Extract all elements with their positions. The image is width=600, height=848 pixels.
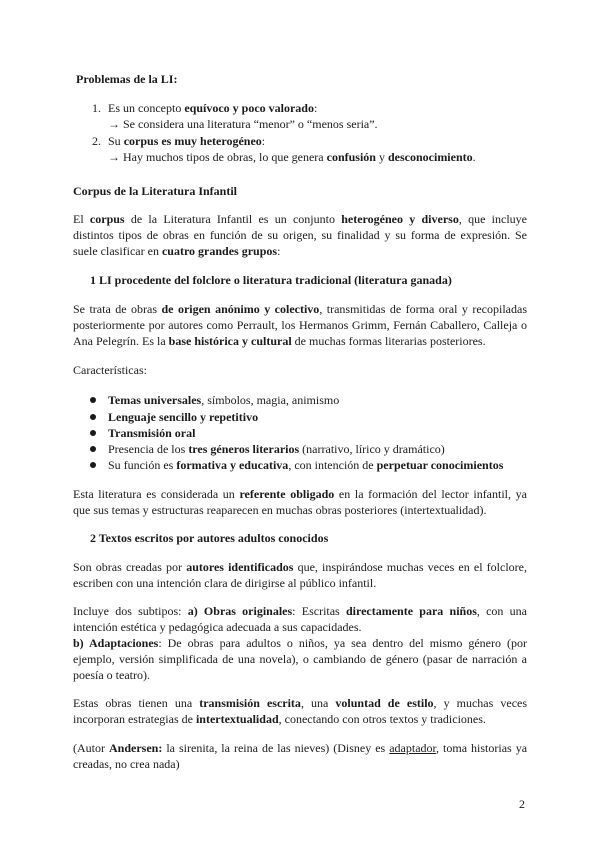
section-2-paragraph-1-line-1: Son obras creadas por autores identificados que, inspirándose muchas veces en el folclore,	[73, 560, 527, 574]
section-2-paragraph-2-line-2: intención estética y pedagógica adecuada a sus capacidades.	[73, 620, 362, 634]
problemas-item-1-sub: → Se considera una literatura “menor” o “menos seria”.	[108, 117, 378, 131]
problemas-heading: Problemas de la LI:	[76, 72, 178, 86]
section-2-paragraph-3-line-2: incorporan estrategias de intertextualidad, conectando con otros textos y tradiciones.	[73, 712, 486, 726]
section-1-paragraph-2-line-1: Esta literatura es considerada un referente obligado en la formación del lector infantil, ya	[73, 487, 527, 501]
section-1-heading: 1 LI procedente del folclore o literatura tradicional (literatura ganada)	[90, 273, 452, 287]
corpus-paragraph-line-1: El corpus de la Literatura Infantil es un conjunto heterogéneo y diverso, que incluye	[73, 212, 527, 226]
section-1-paragraph-line-1: Se trata de obras de origen anónimo y colectivo, transmitidas de forma oral y recopiladas	[73, 302, 528, 316]
problemas-item-2: Su corpus es muy heterogéneo:	[108, 134, 266, 148]
problemas-item-1-num: 1.	[92, 101, 101, 115]
section-1-paragraph-2-line-2: que sus temas y estructuras reaparecen en muchas obras posteriores (intertextualidad).	[73, 503, 487, 517]
bullet-dot-icon	[90, 446, 96, 452]
page-number: 2	[519, 797, 525, 811]
section-2-paragraph-2-line-4: ejemplo, versión simplificada de una novela), o cambiando de género (pasar de narración a	[73, 652, 527, 666]
section-2-paragraph-4-line-1: (Autor Andersen: la sirenita, la reina de las nieves) (Disney es adaptador, toma historias ya	[73, 741, 528, 755]
bullet-item-4: Presencia de los tres géneros literarios (narrativo, lírico y dramático)	[108, 442, 445, 456]
corpus-heading: Corpus de la Literatura Infantil	[73, 184, 238, 198]
bullet-item-5: Su función es formativa y educativa, con intención de perpetuar conocimientos	[108, 458, 504, 472]
section-1-paragraph-line-2: posteriormente por autores como Perrault, los Hermanos Grimm, Fernán Caballero, Calleja o	[73, 318, 527, 332]
caracteristicas-label: Características:	[73, 363, 147, 377]
section-2-paragraph-2-line-1: Incluye dos subtipos: a) Obras originales: Escritas directamente para niños, con una	[73, 604, 527, 618]
bullet-dot-icon	[90, 462, 96, 468]
problemas-item-2-num: 2.	[92, 134, 101, 148]
problemas-item-2-sub: → Hay muchos tipos de obras, lo que genera confusión y desconocimiento.	[108, 150, 476, 164]
corpus-paragraph-line-2: distintos tipos de obras en función de su origen, su finalidad y su forma de expresión. Se	[73, 228, 527, 242]
corpus-paragraph-line-3: suele clasificar en cuatro grandes grupos:	[73, 244, 281, 258]
section-2-heading: 2 Textos escritos por autores adultos conocidos	[90, 531, 329, 545]
bullet-dot-icon	[90, 430, 96, 436]
section-2-paragraph-4-line-2: creadas, no crea nada)	[73, 757, 180, 771]
section-2-paragraph-3-line-1: Estas obras tienen una transmisión escrita, una voluntad de estilo, y muchas veces	[73, 696, 528, 710]
bullet-dot-icon	[90, 414, 96, 420]
problemas-item-1: Es un concepto equívoco y poco valorado:	[108, 101, 318, 115]
bullet-dot-icon	[90, 397, 96, 403]
section-2-paragraph-2-line-5: poesía o teatro).	[73, 668, 150, 682]
section-1-paragraph-line-3: Ana Pelegrín. Es la base histórica y cultural de muchas formas literarias posteriores.	[73, 334, 486, 348]
section-2-paragraph-1-line-2: escriben con una intención clara de dirigirse al público infantil.	[73, 576, 377, 590]
bullet-item-2: Lenguaje sencillo y repetitivo	[108, 410, 259, 424]
section-2-paragraph-2-line-3: b) Adaptaciones: De obras para adultos o niños, ya sea dentro del mismo género (por	[73, 636, 527, 650]
bullet-item-1: Temas universales, símbolos, magia, animismo	[108, 393, 340, 407]
bullet-item-3: Transmisión oral	[108, 426, 196, 440]
